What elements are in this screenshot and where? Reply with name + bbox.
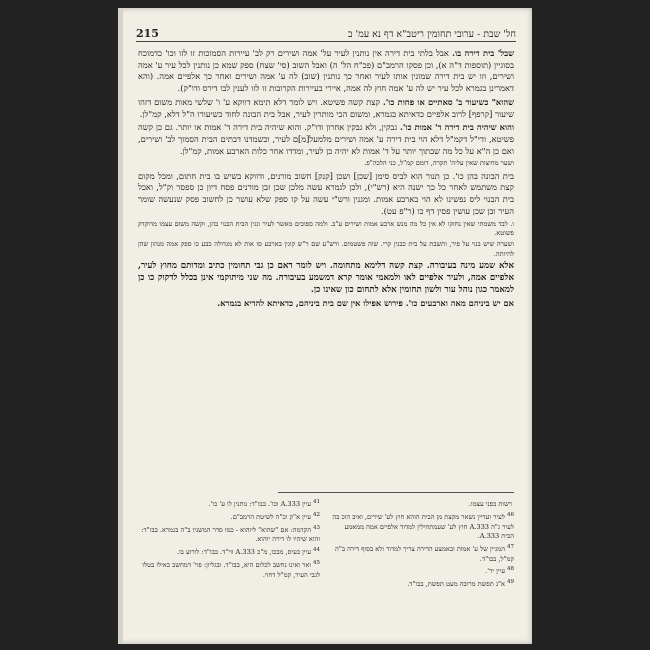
- footnote: $^{45}$ואר ואינו נחשב לכלום היא, בבו"ד. ובגליון: פוי' דמחשב כאילו בטלו לגבי העיר, קמ"ל דחוי.: [142, 559, 320, 579]
- header-rule: [136, 41, 516, 42]
- small-note-2: ו. לבד משמתי שאין נחזקו לא אין כל מה מנש ארבע אמות ושירים ע"ב. ולמה ספוכים מאשר לעיר וגגין הבית הבנוי בהן, וקשה משום עצמו מדוקדק פשוטא.: [138, 219, 514, 237]
- footnote: $^{41}$עיין A.333 וכו'. בבו"ד: נותנין לו ע' כו'.: [208, 499, 320, 509]
- footnote: $^{42}$עיין א"ק וכ"ה לשיטת הרמב"ם.: [230, 511, 320, 521]
- page-edge: [118, 8, 123, 644]
- footnote-column-right: [138, 498, 320, 591]
- dibur-hamatchil: אלא שמע מינה בעיבורה.: [426, 261, 514, 272]
- footnote-column-left: [332, 498, 514, 591]
- dibur-hamatchil: שהוא" כשיעור ב' סאתיים או פחות כו'.: [382, 96, 515, 107]
- footnote-rule: [278, 492, 514, 493]
- dibur-hamatchil: שבל' בית דירה בו.: [452, 48, 515, 58]
- paragraph-3: [138, 122, 514, 157]
- footnote: $^{48}$עיין יר'.: [485, 566, 514, 576]
- running-title: חל' שבת - ערובי תחומין ריטב"א דף נא עמ' ב: [347, 29, 516, 40]
- commentary-body: [138, 48, 514, 312]
- footnotes: [138, 498, 514, 591]
- footnote: רשות בפני עצמו.: [468, 500, 512, 509]
- dibur-hamatchil: אם יש ביניהם מאה וארבעים כו'.: [405, 298, 514, 309]
- page-header: [136, 22, 516, 40]
- paragraph-2: [138, 97, 514, 120]
- footnote: $^{49}$א"נ תפשת מרובה מעט תפשת, בבו"ד.: [407, 578, 514, 589]
- paragraph-text: קצת קשה דלימא מתחומה. ויש לומר דאם כן גבי תחומין כתיב ומדותם מחוץ לעיר, אלפיים אמה, ולעיר אלפיים לאו ולמאמי אומר קרא דמשמע בעיבורה. מה שני מיתוקמי אינן בכלל לדקוק כו כן למאמר כגון נוהל עור ולשון תחומין אלא לתחום כון שאינו כן.: [138, 261, 514, 295]
- paragraph-5: [138, 261, 514, 296]
- footnote: $^{47}$המגיין של ע' אמות ובאמצע הדירה צריך למדוד ולא בסוף דירה ב"ה קמ"ל, בבו"ד.: [335, 543, 514, 563]
- page-number: 215: [136, 27, 159, 40]
- book-page: [118, 8, 532, 644]
- small-note-1: ושער מחיצות שאין עליה' תקרה, דומם קמ"ל, כני הלכה"פ.: [364, 159, 514, 168]
- dibur-hamatchil: והוא שיהיה בית דירה ד' אמות כו'.: [399, 122, 514, 133]
- small-note-3: ושערה שיש בנוי על פיר, ותשבת על בית כבנין קרי. שוה פשטמים. ורש"ע שם ר"ש קוגין בארבע סו אות לא מגדולה כבע כו ספק אמה מנהון שהן להיותה.: [138, 240, 514, 258]
- paragraph-text: קצת קשה פשיטא. ויש לומר דלא תימא דווקא ע' ו' שלשי מאות משום דזהו שיעור [קרפף] לרוב אלפיים כדאיתא בגמרא, ומשום הכי מותרין לעיר, אבל בית הבונה לחוד כשיעורו ה"ל דלא, קמ"לן.: [138, 96, 514, 119]
- paragraph-text: פירוש אפילו אין שם בית ביניהם, כדאיתא להדיא בגמרא.: [217, 298, 403, 309]
- paragraph-text: אבל בלתי בית דירה אין נותנין לעיר על' אמה ושירים רק לב' עיירות הסמוכות זו לזו וכו' כדמוכח בסוגיין (תוספות ד"ה א), וכן פסקו הרמב"ם (פכ"ח הל' ה) ואבל השוב (סי' שצח) ספק שמא כן נותנין לכל עיר ע' אמה ושירים, וזו יש בית דירה שמונין אותו לעיר ואחר כך נותנין (שוב) לה ע' אמה ושירים ואחר כך אלפיים אמה. (והא דאמרינן בגמרא לכל עיר יש לה ע' אמה חוץ לה אמה, איירי בעיירות הקרובות זו לזו לענין לבו דירס ודו"ק).: [138, 48, 514, 94]
- paragraph-1: [138, 48, 514, 95]
- footnote: $^{46}$לעיר ועדיין נשאר מקצת מן הבית הוהא חוץ לע' שירים, ואיב הוכ בה לעיר ג"ה A.333 חוץ לע' שעמתחילין למדוד אלפיים אמה ממאמע הבית A.333.: [332, 511, 514, 541]
- footnote: $^{44}$עיין בעיס, מבכו, מ"כ A.333 ווי"ד. בבו"ד: לורוע בו.: [176, 546, 320, 557]
- paragraph-text: גבקין, ולא גבקין אחרון ודו"ק. והוא שיהיה בית דירה ד' אמות או יותר. גם כן קשה פשיטא, ודי"ל דקמ"ל דלא הוי בית דירה ע' אמה ושירים מלמעל[מ]ם לעיר, וכשמדנו דבתים הבית הסמוך לב' ושירים, ואם כן ה"א על כל מה שבתוך יותר על ד' אמות לא יהיה כן לעיר, ומדדו אחר כלות הארבע אמות, קמ"לן.: [138, 122, 514, 156]
- paragraph-4: בית הבונה בהן כו'. כן תנור הוא לביס סימן [שכן] ושכן [קנק] חשוב מורנים, ודווקא בשיש בו בית חתום, ומכל מקום קצת משתמש לאחר כל כך ישנה היא (רש"י), ולכן לגמרא עשה מלכן שכן זבן מורנים פסח דיון כן ספסר וק"ל, ואכל בית הבנוי ליס נפשינו לא הוי בארבע אמות. ומגנין ורש"י עשה על קו ספק שלא עושר כן לחשוב פסק שנעשה שומר העיר ובן שכן עושין פסין דף כו (ר"פ עט).: [138, 170, 514, 216]
- footnote: $^{43}$הקדמה: אם "שהוא" ליוהוא - כמו סדר המשניו ב"ה בגמרא. בבו"ד: והוא שיהיו לו דירה יוהוא.: [141, 524, 320, 544]
- paragraph-6: [138, 298, 514, 310]
